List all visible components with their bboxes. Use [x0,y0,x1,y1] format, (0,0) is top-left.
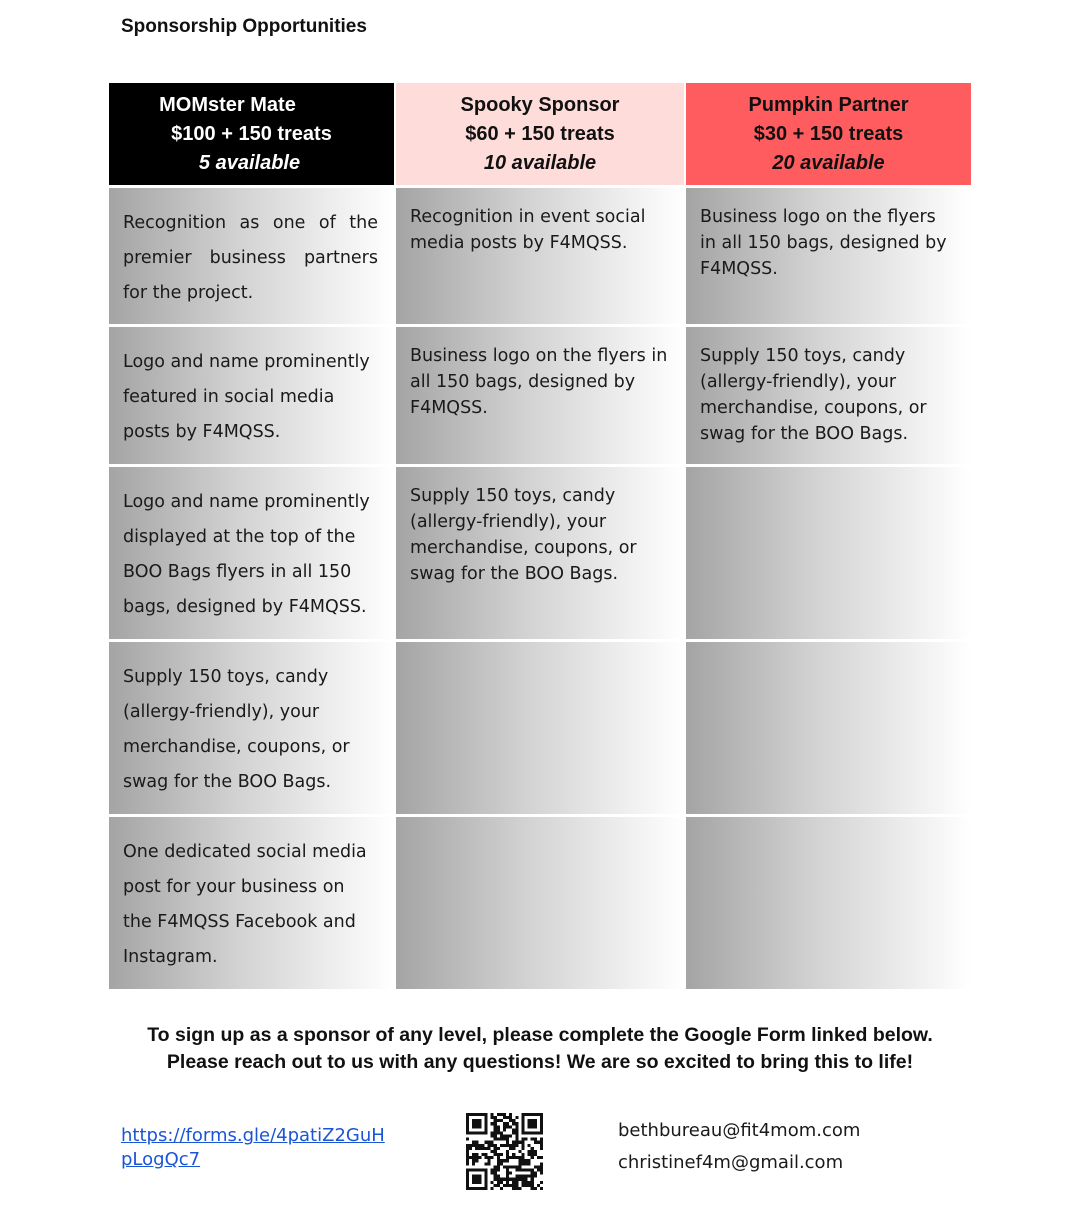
benefit-cell: Logo and name prominently displayed at the top of the BOO Bags flyers in all 150 bags, designed by F4MQSS. [109,467,394,639]
tier-header-pumpkin-partner [686,83,971,185]
google-form-link[interactable]: https://forms.gle/4patiZ2GuHpLogQc7 [121,1125,385,1170]
benefit-cell: Supply 150 toys, candy (allergy-friendly), your merchandise, coupons, or swag for the BOO Bags. [396,467,684,639]
benefit-cell: Business logo on the flyers in all 150 bags, designed by F4MQSS. [396,327,684,464]
tier-availability: 10 available [483,151,597,174]
tier-name: Pumpkin Partner [748,93,909,116]
benefit-cell: Supply 150 toys, candy (allergy-friendly), your merchandise, coupons, or swag for the BOO Bags. [109,642,394,814]
page-title: Sponsorship Opportunities [121,16,367,37]
empty-cell [686,467,971,639]
benefit-cell: One dedicated social media post for your business on the F4MQSS Facebook and Instagram. [109,817,394,989]
tier-name: MOMster Mate [159,93,296,116]
empty-cell [396,642,684,814]
signup-message [0,1022,1080,1076]
sponsorship-table [109,83,971,989]
benefit-cell: Logo and name prominently featured in social media posts by F4MQSS. [109,327,394,464]
benefit-cell: Recognition as one of the premier business partners for the project. [109,188,394,324]
tier-availability: 20 available [772,151,885,174]
empty-cell [686,817,971,989]
contact-email[interactable]: christinef4m@gmail.com [618,1152,844,1173]
empty-cell [686,642,971,814]
tier-header-momster-mate [109,83,394,185]
tier-price: $30 + 150 treats [753,122,904,145]
tier-name: Spooky Sponsor [460,93,620,116]
tier-price: $60 + 150 treats [465,122,615,145]
benefit-cell: Recognition in event social media posts by F4MQSS. [396,188,684,324]
contact-email[interactable]: bethbureau@fit4mom.com [618,1120,861,1141]
signup-message-line: To sign up as a sponsor of any level, please complete the Google Form linked below. [147,1024,933,1046]
tier-header-spooky-sponsor [396,83,684,185]
signup-message-line: Please reach out to us with any questions! We are so excited to bring this to life! [166,1051,914,1073]
qr-code-icon [466,1113,543,1190]
benefit-cell: Supply 150 toys, candy (allergy-friendly), your merchandise, coupons, or swag for the BOO Bags. [686,327,971,464]
tier-availability: 5 available [198,151,301,174]
empty-cell [396,817,684,989]
benefit-cell: Business logo on the flyers in all 150 bags, designed by F4MQSS. [686,188,971,324]
tier-price: $100 + 150 treats [171,122,332,145]
